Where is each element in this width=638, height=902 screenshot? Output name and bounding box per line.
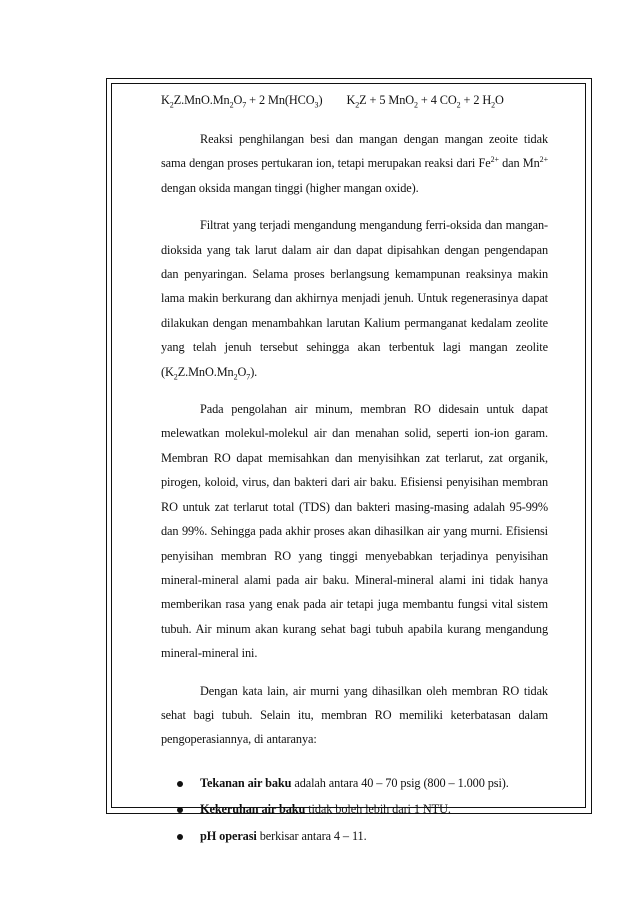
list-item: pH operasi berkisar antara 4 – 11. (161, 823, 548, 850)
bullet-icon (177, 807, 183, 813)
list-item: Kekeruhan air baku tidak boleh lebih dari 1 NTU. (161, 796, 548, 823)
paragraph-filtrate-regeneration: Filtrat yang terjadi mengandung mengandung ferri-oksida dan mangan-dioksida yang tak larut dalam air dan dapat dipisahkan dengan pengendapan dan penyaringan. Selama proses berlangsung kemampunan reaksinya makin lama makin berkurang dan akhirnya menjadi jenuh. Untuk regenerasinya dapat dilakukan dengan menambahkan larutan Kalium permanganat kedalam zeolite yang telah jenuh tersebut sehingga akan terbentuk lagi mangan zeolite $(K_2Z.MnO.Mn_2O_7)$. (161, 218, 548, 382)
document-body (161, 84, 548, 849)
paragraph-ro-limitations: Dengan kata lain, air murni yang dihasilkan oleh membran RO tidak sehat bagi tubuh. Selain itu, membran RO memiliki keterbatasan dalam pengoperasiannya, di antaranya: (161, 683, 548, 747)
bullet-icon (177, 781, 183, 787)
equation-lhs: $K_2Z.MnO.Mn_2O_7 + 2$ $Mn(HCO_3)$ (161, 93, 323, 110)
chemical-equation (161, 89, 548, 111)
bullet-icon (177, 834, 183, 840)
paragraph-iron-manganese-removal: Reaksi penghilangan besi dan mangan dengan mangan zeoite tidak sama dengan proses pertukaran ion, tetapi merupakan reaksi dari $Fe^{2+}$ dan $Mn^{2+}$ dengan oksida mangan tinggi (higher mangan oxide). (161, 132, 548, 195)
paragraph-ro-membrane: Pada pengolahan air minum, membran RO didesain untuk dapat melewatkan molekul-molekul air dan menahan solid, seperti ion-ion garam. Membran RO dapat memisahkan dan menyisihkan zat terlarut, zat organik, pirogen, koloid, virus, dan bakteri dari air baku. Efisiensi penyisihan membran RO untuk zat terlarut total (TDS) dan bakteri masing-masing adalah 95-99% dan 99%. Sehingga pada akhir proses akan dihasilkan air yang murni. Efisiensi penyisihan membran RO yang tinggi menyebabkan terjadinya penyisihan mineral-mineral alami pada air baku. Mineral-mineral alami ini tidak hanya memberikan rasa yang enak pada air tetapi juga membantu fungsi vital sistem tubuh. Air minum akan kurang sehat bagi tubuh apabila kurang mengandung mineral-mineral ini. (161, 402, 548, 661)
list-item: Tekanan air baku adalah antara 40 – 70 psig (800 – 1.000 psi). (161, 770, 548, 797)
limitations-list (161, 770, 548, 850)
equation-rhs: $K_2Z + 5$ MnO$_2$ + 4 $CO_2 + 2$ $H_2O$ (346, 93, 504, 110)
